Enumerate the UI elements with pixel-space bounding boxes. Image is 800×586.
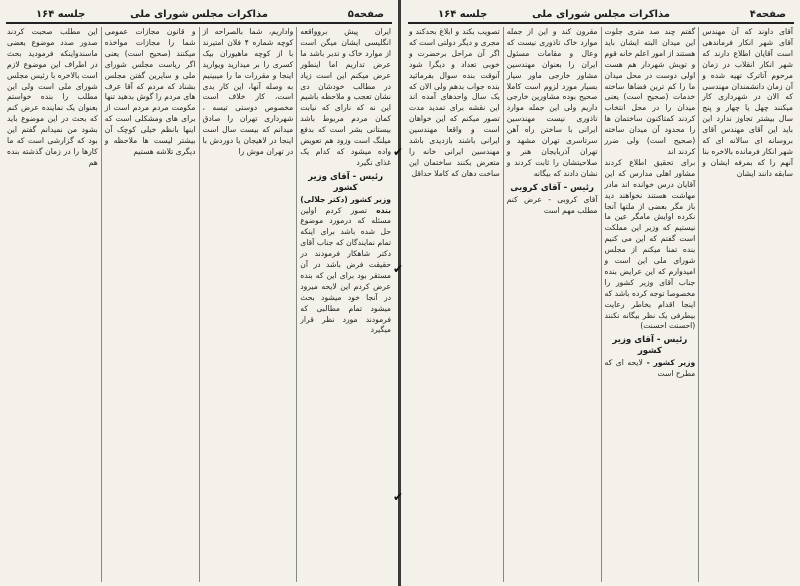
body-paragraph: تصویب بکند و ابلاغ بحدکند و مجری و دیگر دولتی است که اگر آن مراحل برحضرت و خوبی تعداد و دیگرا شود آنوقت بنده سوال بفرمائید بنده جواب بدهم ولی الان که یک سال واحدهای آمده اند این نقشه برای تمدید مدت تصور میکنم که این خواهان است و واقعا مهندسین ایرانی باشند بازدیدی باشد مهندسین ایرانی خانه را متعرض بکنند ساختمان این ساخت دهان که کاملا حداقل [409, 27, 500, 178]
body-paragraph: واداریم، شما بالصراحه از کوچه شماره ۴ فلان امتیرند با از کوچه ماهیوران بیک کسری را بر میدارید ویوارید اینجا و مقررات ما را میبینیم به وصله آنها، این کار بدی است، کار خلاف است مخصوص دوستی تیسه ، شهرداری تهران را صادق میدانم که بیست سال است اینجا در لاهیجان یا دوردش با در تهران موش را [202, 27, 294, 156]
margin-check-mark-icon: ✔ [393, 490, 404, 504]
text-column [101, 27, 199, 582]
columns [4, 27, 394, 582]
header-rule [408, 22, 794, 24]
body-paragraph: ایران پیش بروواقعه انگلیسی ایشان میگن است از موارد خاک و تدبر باشد ما عرض تداریم اما اینطور عرض میکنم این است زیاد در مطالب خودشان دی نشان تعجب و ملاحظه باشیم این نه که نارای که نیابت کمان مردم مربوط باشد بیستانی بشر است که بدفع میلنگ است وزود هم تعویض واده میشود که کدام یک غذای نگیرد [300, 27, 391, 167]
speaker-heading: رئیس - آقای کروبی [510, 182, 594, 193]
publication-title: مذاکرات مجلس شورای ملی [532, 9, 670, 20]
page-number: صفحه۵ [347, 9, 384, 20]
speaker-name: وزیر کشور (دکتر جلالی) بنده [300, 194, 392, 215]
margin-check-mark-icon: ✔ [393, 145, 404, 159]
body-paragraph: این مطلب صحبت کردند صدور صدد موضوع بعضی ماسندواینکه فرمودید بحث در اطراف این موضوع لازم است بالاخره با رئیس مجلس شورای ملی است ولی این مطلب را بنده خواستم بعنوان یک نماینده عرض کنم که بحث در این موضوع باید بشود من نمیدانم گفتم این بود که گزارشی است که ما کارها را در زمان گذشته بنده هم [7, 27, 98, 167]
body-paragraph: آقای داوند که آن مهندس آقای شهر انکار فرماندهی است آقایان اطلاع دارند که شهر انکار انقلاب در زمان مرحوم آتاترک تهیه شده و آن زمان دانشمندان مهندسی که الان در شهرداری کار میکنند چهل یا چهار و پنج سال بیشتر تجاوز ندارد این باید این آقای مهندس آقای بروسانه ای سالانه ای که شهر انکار فرمانده بالاخره بنا آنهم را که بمرفه ایشان و سابقه دانند ایشان [702, 27, 793, 178]
text-column [4, 27, 101, 582]
text-column [406, 27, 503, 582]
text-column [601, 27, 699, 582]
speech-text: تصور کردم اولین مسئله که درمورد موضوع حل شده باشد برای اینکه تمام نمایندگان که جناب آقای دکتر شاهکار فرمودند در حقیقت فرض باشد در آن مستقر بود برای این که بنده عرض کردم این لایحه میرود در آنجا خود میشود بحث میشود تمام مطالبی که فرمودند مورد نظر قرار میگیرد [300, 205, 391, 335]
body-paragraph: و قانون مجازات عمومی شما را مجازات مواخذه میکنند (صحیح است) یعنی اگر ریاست مجلس شورای ملی و سایرین گفتن مجلس بشناد که مردم که آقا عرف های مردم را گوش بدهید تنها مکومت مردم مردم است از برای های ومشکلی است که اینها بانظم خیلی کوچک آن بیشتر لیست ها ملاحظه و دیگری تلاشه هستیم [104, 27, 196, 156]
speech-paragraph [605, 358, 696, 380]
body-paragraph: گفتم چند صد متری جلوت این میدان البته ایشان باید هستند از امور اعلم خانه قوم و تویش شهردار هم هست اولی دوست در محل میدان ما را کم ترین فضاها ساخته خدمات (صحیح است) یعنی میدان را در محل انتخاب کردند کمتاکنون ساختمان ها را محدود آن میدان ساخته (صحیح است) ولی ضرر کردند اند [604, 27, 696, 156]
margin-check-mark-icon: ✔ [393, 262, 404, 276]
text-column [698, 27, 796, 582]
session-number: جلسه ۱۶۴ [438, 9, 488, 20]
left-page [0, 0, 398, 586]
text-column [503, 27, 601, 582]
speaker-name: وزیر کشور - [642, 358, 696, 368]
publication-title: مذاکرات مجلس شورای ملی [130, 9, 268, 20]
body-paragraph: آقای کروبی - عرض کنم مطلب مهم است [506, 194, 598, 215]
right-page [402, 0, 800, 586]
page-number: صفحه۴ [749, 9, 786, 20]
body-paragraph: برای تحقیق اطلاع کردند مشاور اهلی مدارس که این آقایان درس خوانده اند مادر مهاشت هستند نخواهند دید باز مگر بعضی از ملتها آنجا نکرده اوایش مامگر عین ما نیستیم که وزیر این مملکت است گفتم که این می کنیم بنده تمنا میکنم از مجلس شورای ملی این است و امیدوارم که این عرایض بنده جناب آقای وزیر کشور را مخصوصا توجه کرده باشد که اینجا اقدام بخاطر رعایت بیطرفی یک نظر بیگانه نکنند (احسنت احسنت) [604, 157, 696, 331]
body-paragraph: مقرون کند و این از جمله موارد خاک تاذوری نیست که وعال و مقامات مسئول ایران را بعنوان مهندسین مشاور خارجی ماور سیار بسیار مورد لزوم است کاملا صحیح بوده مشاورین خارجی داریم ولی این جمله موارد تاذوری نیست مهندسین ایرانی با ساختن راه آهن سرتاسری تهران مشهد و تهران آذربایجان هنر و صلاحیتشان را ثابت کردند و نشان دادند که بیگانه [506, 27, 598, 178]
session-number: جلسه ۱۶۴ [36, 9, 86, 20]
speech-text: لایحه ای که مطرح است [604, 358, 696, 379]
speech-paragraph [300, 195, 391, 337]
text-column [199, 27, 297, 582]
text-column [296, 27, 394, 582]
columns [406, 27, 796, 582]
header-rule [6, 22, 392, 24]
speaker-heading: رئیس - آقای وزیر کشور [308, 171, 384, 193]
speaker-heading: رئیس - آقای وزیر کشور [612, 335, 688, 357]
